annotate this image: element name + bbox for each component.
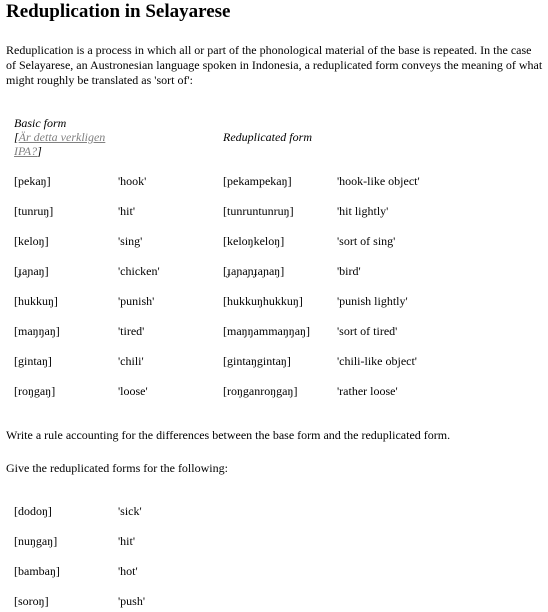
reduplicated-gloss: 'sort of sing' [337, 234, 396, 248]
exercise-base-form: [dodoŋ] [14, 504, 52, 518]
base-gloss: 'sing' [118, 234, 143, 248]
intro-paragraph: Reduplication is a process in which all or part of the phonological material of the base is repeated. In the case of Selayarese, an Austronesian language spoken in Indonesia, a reduplicated form conveys the meaning of what might roughly be translated as 'sort of': [6, 43, 543, 87]
reduplicated-gloss: 'hit lightly' [337, 204, 389, 218]
base-form: [keloŋ] [14, 234, 49, 248]
base-form: [tunruŋ] [14, 204, 54, 218]
header-basic-form-label: Basic form [14, 116, 67, 130]
reduplicated-form: [pekampekaŋ] [223, 174, 292, 188]
reduplicated-gloss: 'punish lightly' [337, 294, 408, 308]
base-gloss: 'hook' [118, 174, 147, 188]
base-form: [ɟaɲaŋ] [14, 264, 49, 278]
exercise-gloss: 'hot' [118, 564, 138, 578]
base-form: [pekaŋ] [14, 174, 51, 188]
base-gloss: 'tired' [118, 324, 145, 338]
reduplicated-gloss: 'sort of tired' [337, 324, 398, 338]
exercise-base-form: [soroŋ] [14, 594, 49, 608]
exercise-gloss: 'push' [118, 594, 145, 608]
reduplicated-form: [gintaŋgintaŋ] [223, 354, 291, 368]
base-form: [hukkuŋ] [14, 294, 58, 308]
question-exercise: Give the reduplicated forms for the following: [6, 461, 228, 475]
ipa-bracket-open: [ [14, 130, 19, 144]
exercise-gloss: 'sick' [118, 504, 142, 518]
base-gloss: 'punish' [118, 294, 155, 308]
exercise-base-form: [bambaŋ] [14, 564, 60, 578]
reduplicated-gloss: 'bird' [337, 264, 361, 278]
ipa-note [14, 130, 124, 158]
reduplicated-form: [tunruntunruŋ] [223, 204, 294, 218]
reduplicated-form: [hukkuŋhukkuŋ] [223, 294, 303, 308]
base-gloss: 'chili' [118, 354, 144, 368]
ipa-question-link[interactable]: Är detta verkligen IPA? [14, 130, 106, 158]
base-form: [gintaŋ] [14, 354, 52, 368]
reduplicated-form: [keloŋkeloŋ] [223, 234, 285, 248]
ipa-bracket-close: ] [37, 144, 42, 158]
header-reduplicated-form: Reduplicated form [223, 130, 312, 144]
base-gloss: 'loose' [118, 384, 148, 398]
reduplicated-gloss: 'rather loose' [337, 384, 398, 398]
base-form: [roŋgaŋ] [14, 384, 56, 398]
question-rule: Write a rule accounting for the differences between the base form and the reduplicated form. [6, 428, 451, 442]
reduplicated-form: [maŋŋammaŋŋaŋ] [223, 324, 310, 338]
reduplicated-form: [roŋganroŋgaŋ] [223, 384, 298, 398]
reduplicated-gloss: 'chili-like object' [337, 354, 417, 368]
page-title: Reduplication in Selayarese [6, 1, 231, 22]
reduplicated-gloss: 'hook-like object' [337, 174, 420, 188]
exercise-gloss: 'hit' [118, 534, 135, 548]
base-gloss: 'hit' [118, 204, 135, 218]
reduplicated-form: [ɟaɲaɲɟaɲaŋ] [223, 264, 285, 278]
exercise-base-form: [nuŋgaŋ] [14, 534, 58, 548]
base-gloss: 'chicken' [118, 264, 160, 278]
header-basic-form [14, 116, 124, 158]
base-form: [maŋŋaŋ] [14, 324, 60, 338]
